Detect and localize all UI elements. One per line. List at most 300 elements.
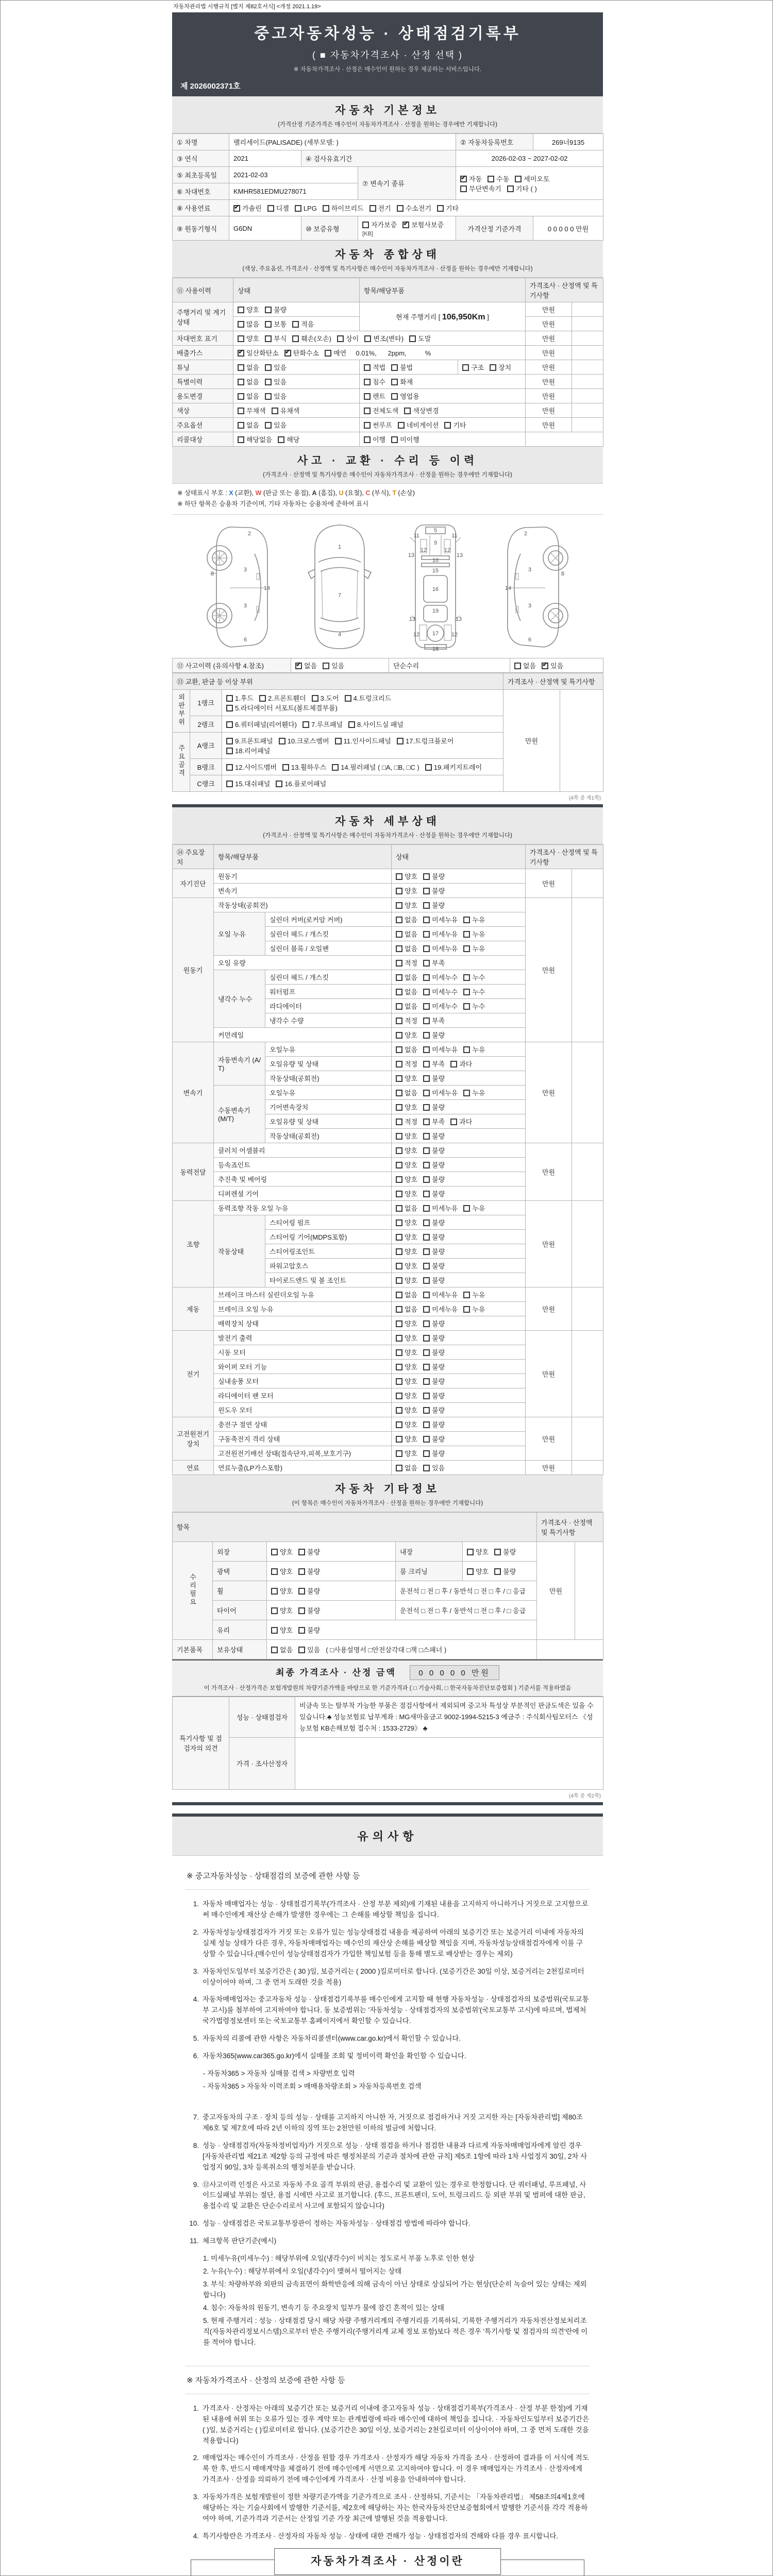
checkbox[interactable] (279, 738, 285, 744)
checkbox[interactable] (265, 393, 272, 400)
checked-checkbox[interactable] (460, 176, 467, 182)
checkbox[interactable] (278, 436, 284, 443)
checkbox[interactable] (396, 1118, 402, 1125)
checkbox[interactable] (396, 1349, 402, 1356)
checkbox[interactable] (292, 335, 299, 342)
checkbox[interactable] (437, 205, 444, 212)
checkbox-option[interactable] (265, 304, 287, 314)
checked-checkbox[interactable] (295, 663, 302, 669)
checkbox[interactable] (271, 1549, 278, 1555)
checkbox-option[interactable] (271, 1625, 293, 1635)
checkbox[interactable] (463, 989, 470, 995)
checkbox[interactable] (238, 422, 244, 429)
checkbox-option[interactable] (364, 362, 385, 372)
checkbox-option[interactable] (423, 1448, 445, 1458)
checkbox[interactable] (238, 393, 244, 400)
checkbox-option[interactable] (396, 1391, 417, 1400)
checkbox[interactable] (396, 1421, 402, 1428)
checkbox[interactable] (238, 436, 244, 443)
checked-checkbox[interactable] (542, 663, 548, 669)
checkbox-option[interactable] (463, 914, 485, 924)
checkbox-option[interactable] (233, 203, 262, 213)
checkbox-option[interactable] (364, 377, 385, 386)
checkbox[interactable] (396, 1248, 402, 1255)
checkbox[interactable] (423, 1263, 430, 1269)
checkbox-option[interactable] (463, 943, 485, 953)
checkbox-option[interactable] (396, 1145, 417, 1155)
checkbox-option[interactable] (423, 1434, 445, 1444)
checkbox[interactable] (463, 917, 470, 923)
checkbox-option[interactable] (514, 660, 536, 670)
checkbox-option[interactable] (396, 972, 417, 982)
checkbox[interactable] (226, 738, 233, 744)
checkbox-option[interactable] (298, 1586, 320, 1596)
checkbox[interactable] (396, 974, 402, 981)
checkbox[interactable] (271, 1568, 278, 1575)
checkbox-option[interactable] (450, 1116, 472, 1126)
checkbox-option[interactable] (463, 987, 485, 996)
checkbox-option[interactable] (396, 1290, 417, 1299)
checkbox-option[interactable] (460, 174, 482, 183)
checkbox[interactable] (507, 185, 514, 192)
checkbox-option[interactable] (396, 1044, 417, 1054)
checkbox-option[interactable] (423, 1318, 445, 1328)
checkbox-option[interactable] (292, 333, 331, 343)
checkbox[interactable] (423, 1450, 430, 1457)
checkbox-option[interactable] (396, 1434, 417, 1444)
checkbox-option[interactable] (423, 1001, 458, 1011)
checkbox-option[interactable] (298, 1547, 320, 1556)
checkbox-option[interactable] (423, 958, 445, 968)
checkbox-option[interactable] (238, 333, 259, 343)
checkbox-option[interactable] (303, 719, 343, 729)
checkbox-option[interactable] (396, 1275, 417, 1285)
checkbox[interactable] (298, 1568, 305, 1575)
checkbox[interactable] (396, 1407, 402, 1414)
checkbox-option[interactable] (460, 183, 501, 193)
checkbox[interactable] (238, 364, 244, 371)
checkbox-option[interactable] (295, 205, 317, 212)
checkbox-option[interactable] (423, 1290, 458, 1299)
checkbox-option[interactable] (396, 1217, 417, 1227)
checkbox[interactable] (423, 945, 430, 952)
checkbox[interactable] (396, 1032, 402, 1039)
checkbox-option[interactable] (462, 362, 484, 372)
checkbox-option[interactable] (423, 1174, 445, 1184)
checked-checkbox[interactable] (233, 205, 240, 212)
checkbox-option[interactable] (238, 377, 259, 386)
checkbox-option[interactable] (265, 362, 287, 372)
checkbox-option[interactable] (396, 1376, 417, 1386)
checkbox-option[interactable] (238, 304, 259, 314)
checkbox-option[interactable] (423, 1333, 445, 1343)
checkbox[interactable] (423, 1306, 430, 1313)
checkbox-option[interactable] (396, 1463, 417, 1472)
checkbox[interactable] (369, 205, 376, 212)
checkbox-option[interactable] (238, 319, 259, 329)
checked-checkbox[interactable] (238, 350, 244, 357)
checkbox[interactable] (364, 364, 371, 371)
checkbox-option[interactable] (494, 1566, 516, 1576)
checkbox[interactable] (282, 764, 289, 771)
checkbox-option[interactable] (226, 703, 338, 713)
checkbox[interactable] (265, 321, 272, 328)
checkbox[interactable] (494, 1568, 501, 1575)
checkbox[interactable] (490, 364, 496, 371)
checkbox-option[interactable] (515, 174, 549, 183)
checkbox[interactable] (265, 422, 272, 429)
checkbox[interactable] (423, 873, 430, 880)
checkbox-option[interactable] (279, 736, 329, 745)
checkbox[interactable] (423, 1046, 430, 1053)
checkbox-option[interactable] (423, 1073, 445, 1083)
checkbox-option[interactable] (396, 914, 417, 924)
checkbox-option[interactable] (396, 1116, 417, 1126)
checkbox[interactable] (396, 1046, 402, 1053)
checkbox-option[interactable] (391, 391, 419, 401)
checkbox-option[interactable] (265, 319, 287, 329)
checkbox[interactable] (423, 1118, 430, 1125)
checkbox[interactable] (298, 1647, 305, 1653)
checkbox-option[interactable] (238, 348, 279, 358)
checkbox-option[interactable] (423, 1030, 445, 1040)
checkbox-option[interactable] (423, 1304, 458, 1314)
checkbox-option[interactable] (369, 203, 391, 213)
checkbox-option[interactable] (396, 1189, 417, 1198)
checkbox[interactable] (271, 1588, 278, 1595)
checkbox[interactable] (423, 1075, 430, 1082)
checkbox[interactable] (423, 1219, 430, 1226)
checkbox-option[interactable] (364, 405, 398, 415)
checkbox[interactable] (423, 989, 430, 995)
checkbox[interactable] (450, 1118, 457, 1125)
checkbox-option[interactable] (423, 1405, 445, 1415)
checkbox-option[interactable] (391, 377, 413, 386)
checkbox[interactable] (423, 974, 430, 981)
checkbox[interactable] (238, 321, 244, 328)
checkbox-option[interactable] (238, 391, 259, 401)
checkbox-option[interactable] (265, 420, 287, 430)
checkbox[interactable] (364, 408, 371, 414)
checkbox[interactable] (463, 1205, 470, 1212)
checkbox-option[interactable] (298, 1566, 320, 1576)
checkbox[interactable] (364, 393, 371, 400)
checkbox-option[interactable] (423, 943, 458, 953)
checkbox[interactable] (396, 902, 402, 909)
checkbox[interactable] (396, 960, 402, 967)
checkbox-option[interactable] (396, 1318, 417, 1328)
checkbox[interactable] (409, 335, 416, 342)
checkbox-option[interactable] (463, 1304, 485, 1314)
checkbox-option[interactable] (463, 1290, 485, 1299)
checkbox-option[interactable] (423, 1160, 445, 1170)
checkbox[interactable] (271, 1647, 278, 1653)
checkbox-option[interactable] (226, 778, 270, 788)
checkbox-option[interactable] (423, 1275, 445, 1285)
checkbox[interactable] (467, 1549, 474, 1555)
checkbox-option[interactable] (312, 693, 339, 703)
checkbox-option[interactable] (396, 1448, 417, 1458)
checkbox-option[interactable] (323, 660, 344, 670)
checkbox-option[interactable] (423, 900, 445, 910)
checkbox[interactable] (226, 764, 233, 771)
checkbox[interactable] (226, 748, 233, 754)
checkbox-option[interactable] (396, 1160, 417, 1170)
checkbox-option[interactable] (396, 1333, 417, 1343)
checkbox[interactable] (396, 1104, 402, 1111)
checkbox-option[interactable] (463, 1088, 485, 1097)
checkbox-option[interactable] (272, 405, 300, 415)
checkbox-option[interactable] (423, 1059, 445, 1069)
checkbox-option[interactable] (271, 1547, 293, 1556)
checkbox[interactable] (265, 379, 272, 385)
checkbox-option[interactable] (404, 405, 439, 415)
checkbox-option[interactable] (271, 1566, 293, 1576)
checkbox-option[interactable] (226, 736, 273, 745)
checkbox[interactable] (396, 1465, 402, 1471)
checkbox-option[interactable] (423, 1463, 445, 1472)
checkbox[interactable] (423, 917, 430, 923)
checkbox[interactable] (467, 1568, 474, 1575)
checkbox-option[interactable] (396, 1015, 417, 1025)
checkbox[interactable] (423, 960, 430, 967)
checkbox-option[interactable] (423, 1261, 445, 1270)
checkbox-option[interactable] (391, 434, 419, 444)
checkbox[interactable] (226, 781, 233, 787)
checkbox[interactable] (397, 205, 404, 212)
checkbox[interactable] (515, 176, 522, 182)
checkbox-option[interactable] (298, 1625, 320, 1635)
checkbox-option[interactable] (494, 1547, 516, 1556)
checkbox[interactable] (396, 1436, 402, 1443)
checkbox[interactable] (396, 873, 402, 880)
checkbox[interactable] (463, 1090, 470, 1096)
checkbox-option[interactable] (325, 348, 346, 358)
checkbox[interactable] (312, 695, 318, 702)
checkbox[interactable] (463, 974, 470, 981)
checkbox[interactable] (398, 422, 405, 429)
checkbox[interactable] (423, 1147, 430, 1154)
checkbox-option[interactable] (396, 987, 417, 996)
checkbox[interactable] (391, 393, 398, 400)
checkbox-option[interactable] (396, 900, 417, 910)
checkbox-option[interactable] (423, 914, 458, 924)
checkbox-option[interactable] (467, 1566, 489, 1576)
checkbox-option[interactable] (402, 219, 444, 229)
checkbox-option[interactable] (488, 174, 509, 183)
checkbox[interactable] (396, 1378, 402, 1385)
checkbox[interactable] (460, 185, 467, 192)
checkbox[interactable] (423, 1205, 430, 1212)
checkbox-option[interactable] (423, 1217, 445, 1227)
checkbox-option[interactable] (396, 1001, 417, 1011)
checkbox[interactable] (391, 379, 398, 385)
checkbox[interactable] (396, 931, 402, 938)
checkbox[interactable] (423, 1018, 430, 1024)
checkbox[interactable] (396, 1263, 402, 1269)
checkbox-option[interactable] (423, 1116, 445, 1126)
checkbox-option[interactable] (396, 1405, 417, 1415)
checkbox-option[interactable] (282, 762, 326, 772)
checkbox-option[interactable] (507, 183, 537, 193)
checkbox-option[interactable] (398, 420, 439, 430)
checkbox[interactable] (423, 1003, 430, 1010)
checkbox[interactable] (348, 721, 355, 728)
checkbox[interactable] (423, 1349, 430, 1356)
checkbox-option[interactable] (396, 871, 417, 881)
checkbox-option[interactable] (463, 1001, 485, 1011)
checkbox[interactable] (423, 1364, 430, 1370)
checkbox-option[interactable] (396, 958, 417, 968)
checkbox[interactable] (463, 1306, 470, 1313)
checkbox[interactable] (463, 945, 470, 952)
checkbox[interactable] (364, 436, 371, 443)
checkbox-option[interactable] (276, 778, 326, 788)
checkbox-option[interactable] (423, 1044, 458, 1054)
checkbox[interactable] (265, 364, 272, 371)
checkbox[interactable] (462, 364, 469, 371)
checkbox[interactable] (298, 1607, 305, 1614)
checkbox-option[interactable] (423, 1145, 445, 1155)
checkbox-option[interactable] (284, 348, 319, 358)
checkbox[interactable] (423, 902, 430, 909)
checkbox[interactable] (423, 1292, 430, 1298)
checkbox-option[interactable] (265, 391, 287, 401)
checkbox[interactable] (450, 1061, 457, 1067)
checkbox[interactable] (292, 321, 299, 328)
checkbox[interactable] (396, 1364, 402, 1370)
checkbox-option[interactable] (444, 420, 466, 430)
checkbox-option[interactable] (423, 1102, 445, 1112)
checkbox[interactable] (396, 1393, 402, 1399)
checkbox[interactable] (423, 1191, 430, 1197)
checkbox[interactable] (423, 1436, 430, 1443)
checkbox[interactable] (423, 1421, 430, 1428)
checkbox[interactable] (396, 1320, 402, 1327)
checkbox[interactable] (272, 408, 278, 414)
checkbox-option[interactable] (396, 1419, 417, 1429)
checkbox-option[interactable] (396, 1131, 417, 1141)
checkbox[interactable] (396, 1450, 402, 1457)
checkbox[interactable] (267, 205, 274, 212)
checkbox[interactable] (494, 1549, 501, 1555)
checkbox[interactable] (396, 1335, 402, 1342)
checkbox-option[interactable] (423, 987, 458, 996)
checkbox-option[interactable] (490, 362, 511, 372)
checkbox-option[interactable] (226, 762, 277, 772)
checkbox-option[interactable] (423, 1203, 458, 1213)
checkbox[interactable] (396, 945, 402, 952)
checkbox[interactable] (423, 1407, 430, 1414)
checkbox[interactable] (423, 1320, 430, 1327)
checkbox-option[interactable] (332, 762, 419, 772)
checkbox[interactable] (488, 176, 494, 182)
checkbox-option[interactable] (423, 1376, 445, 1386)
checkbox-option[interactable] (396, 1203, 417, 1213)
checkbox[interactable] (396, 1003, 402, 1010)
checkbox[interactable] (396, 1277, 402, 1284)
checkbox-option[interactable] (295, 660, 317, 670)
checkbox[interactable] (423, 1335, 430, 1342)
checkbox-option[interactable] (423, 1391, 445, 1400)
checkbox-option[interactable] (362, 219, 397, 229)
checkbox[interactable] (396, 1075, 402, 1082)
checkbox[interactable] (345, 695, 351, 702)
checkbox[interactable] (265, 307, 272, 313)
checkbox[interactable] (271, 1627, 278, 1634)
checkbox-option[interactable] (396, 929, 417, 939)
checkbox[interactable] (514, 663, 521, 669)
checkbox-option[interactable] (396, 1088, 417, 1097)
checkbox[interactable] (238, 408, 244, 414)
checkbox-option[interactable] (542, 660, 563, 670)
checkbox-option[interactable] (238, 405, 266, 415)
checkbox[interactable] (396, 1018, 402, 1024)
checkbox-option[interactable] (423, 1015, 445, 1025)
checkbox-option[interactable] (364, 333, 404, 343)
checkbox[interactable] (423, 888, 430, 894)
checkbox-option[interactable] (238, 362, 259, 372)
checkbox[interactable] (423, 1090, 430, 1096)
checkbox-option[interactable] (265, 377, 287, 386)
checkbox-option[interactable] (463, 1203, 485, 1213)
checkbox[interactable] (298, 1627, 305, 1634)
checkbox[interactable] (238, 307, 244, 313)
checkbox-option[interactable] (397, 203, 431, 213)
checkbox[interactable] (396, 1306, 402, 1313)
checkbox-option[interactable] (396, 1362, 417, 1371)
checkbox-option[interactable] (409, 333, 431, 343)
checkbox-option[interactable] (396, 1174, 417, 1184)
checkbox-option[interactable] (238, 420, 259, 430)
checkbox[interactable] (238, 335, 244, 342)
checkbox-option[interactable] (278, 434, 299, 444)
checkbox-option[interactable] (423, 972, 458, 982)
checkbox[interactable] (298, 1549, 305, 1555)
checkbox[interactable] (323, 663, 329, 669)
checkbox-option[interactable] (396, 1059, 417, 1069)
checkbox-option[interactable] (423, 1088, 458, 1097)
checkbox-option[interactable] (298, 1605, 320, 1615)
checkbox-option[interactable] (396, 1232, 417, 1242)
checkbox[interactable] (226, 705, 233, 711)
checkbox[interactable] (226, 721, 233, 728)
checkbox-option[interactable] (423, 929, 458, 939)
checkbox[interactable] (396, 1162, 402, 1168)
checkbox-option[interactable] (298, 1645, 320, 1654)
checkbox-option[interactable] (348, 719, 404, 729)
checkbox[interactable] (337, 335, 344, 342)
checkbox[interactable] (335, 738, 342, 744)
checkbox-option[interactable] (467, 1547, 489, 1556)
checkbox[interactable] (444, 422, 451, 429)
checkbox-option[interactable] (396, 1073, 417, 1083)
checkbox-option[interactable] (396, 1347, 417, 1357)
checkbox[interactable] (362, 222, 369, 228)
checkbox-option[interactable] (364, 434, 385, 444)
checkbox[interactable] (423, 1378, 430, 1385)
checkbox[interactable] (463, 1003, 470, 1010)
checkbox-option[interactable] (364, 391, 385, 401)
checked-checkbox[interactable] (402, 222, 409, 228)
checkbox-option[interactable] (259, 693, 306, 703)
checkbox-option[interactable] (396, 1261, 417, 1270)
checkbox-option[interactable] (292, 319, 314, 329)
checkbox[interactable] (423, 1162, 430, 1168)
checkbox[interactable] (396, 888, 402, 894)
checkbox-option[interactable] (337, 333, 359, 343)
checkbox-option[interactable] (425, 762, 482, 772)
